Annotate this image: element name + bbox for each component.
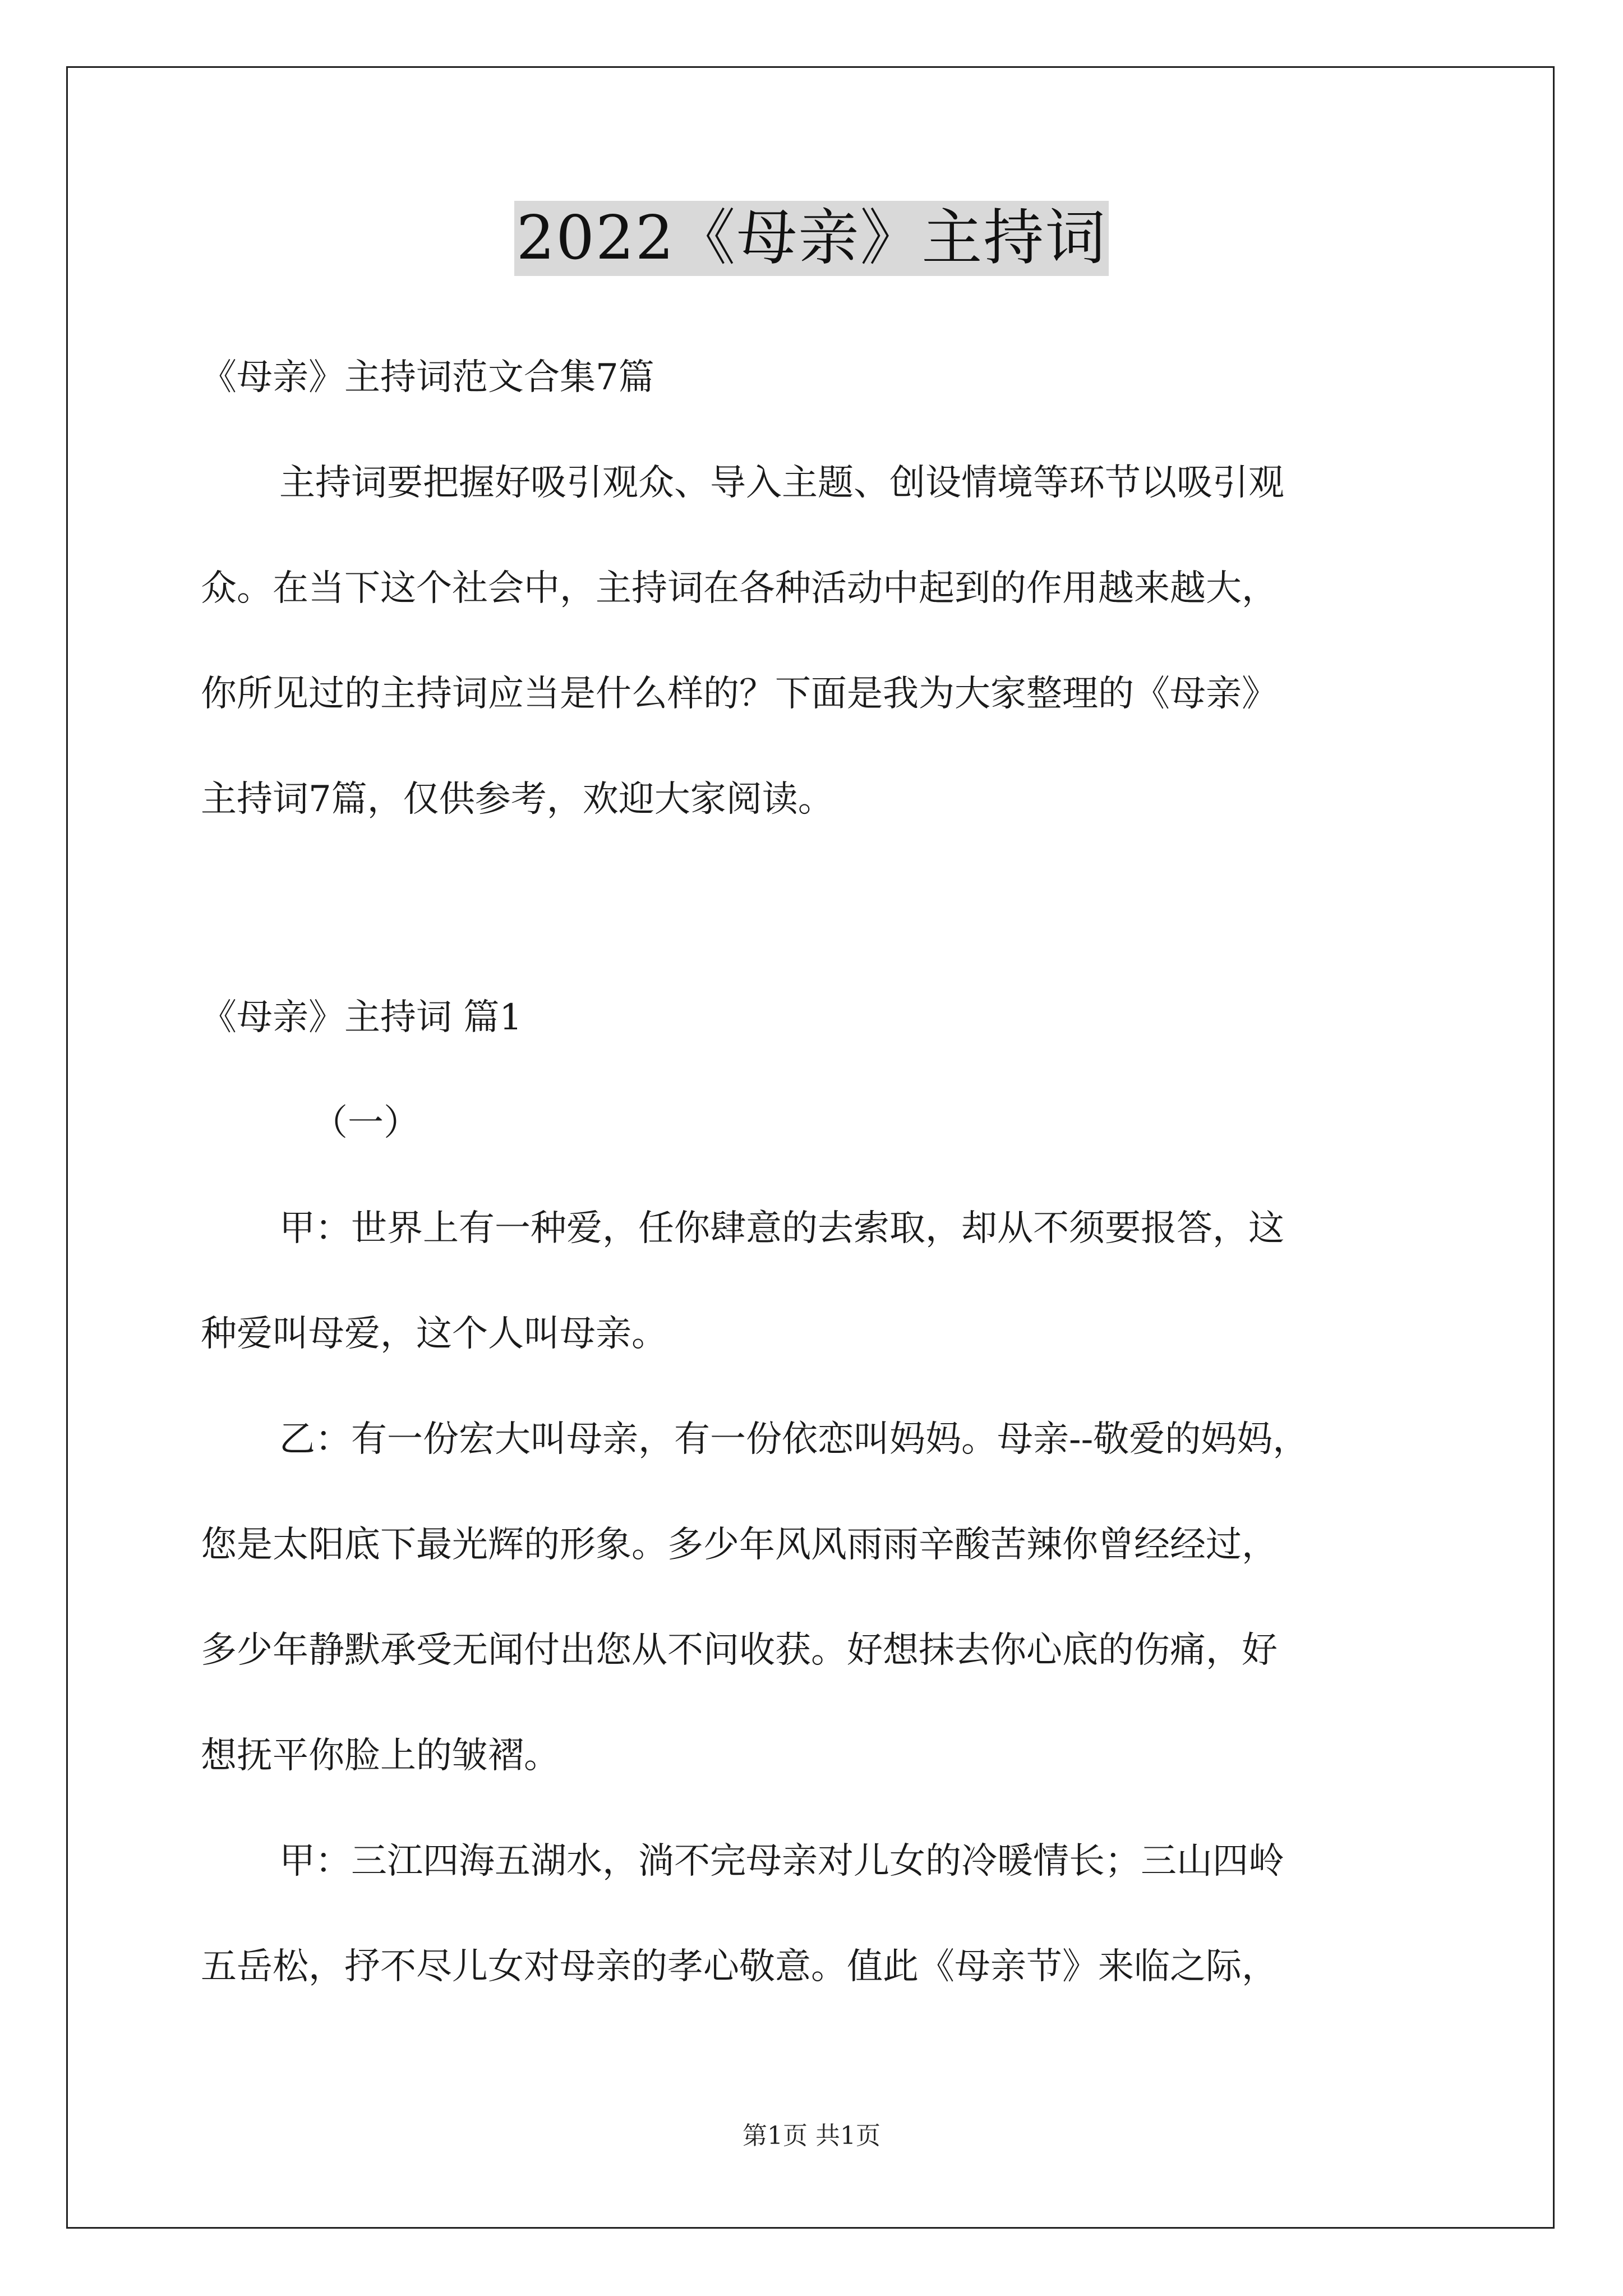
part-label: （一）: [312, 1102, 419, 1144]
paragraph-line: 甲：三江四海五湖水，淌不完母亲对儿女的冷暖情长；三山四岭: [279, 1841, 1284, 1882]
intro-line: 你所见过的主持词应当是什么样的？下面是我为大家整理的《母亲》: [201, 673, 1278, 715]
paragraph-line: 五岳松，抒不尽儿女对母亲的孝心敬意。值此《母亲节》来临之际，: [201, 1946, 1278, 1987]
paragraph-line: 您是太阳底下最光辉的形象。多少年风风雨雨辛酸苦辣你曾经经过，: [201, 1524, 1278, 1566]
document-subtitle: 《母亲》主持词范文合集7篇: [201, 357, 654, 398]
title-container: [0, 201, 1623, 276]
intro-line: 主持词要把握好吸引观众、导入主题、创设情境等环节以吸引观: [279, 462, 1284, 504]
paragraph-line: 多少年静默承受无闻付出您从不问收获。好想抹去你心底的伤痛，好: [201, 1630, 1278, 1671]
page-footer: 第1页 共1页: [743, 2122, 880, 2150]
intro-line: 主持词7篇，仅供参考，欢迎大家阅读。: [201, 779, 834, 820]
section-heading: 《母亲》主持词 篇1: [201, 997, 523, 1038]
document-title: 2022《母亲》主持词: [514, 201, 1109, 276]
intro-line: 众。在当下这个社会中，主持词在各种活动中起到的作用越来越大，: [201, 568, 1278, 609]
paragraph-line: 种爱叫母爱，这个人叫母亲。: [201, 1313, 667, 1355]
paragraph-line: 甲：世界上有一种爱，任你肆意的去索取，却从不须要报答，这: [279, 1208, 1284, 1249]
paragraph-line: 想抚平你脸上的皱褶。: [201, 1735, 560, 1777]
paragraph-line: 乙：有一份宏大叫母亲，有一份依恋叫妈妈。母亲--敬爱的妈妈，: [279, 1419, 1309, 1460]
